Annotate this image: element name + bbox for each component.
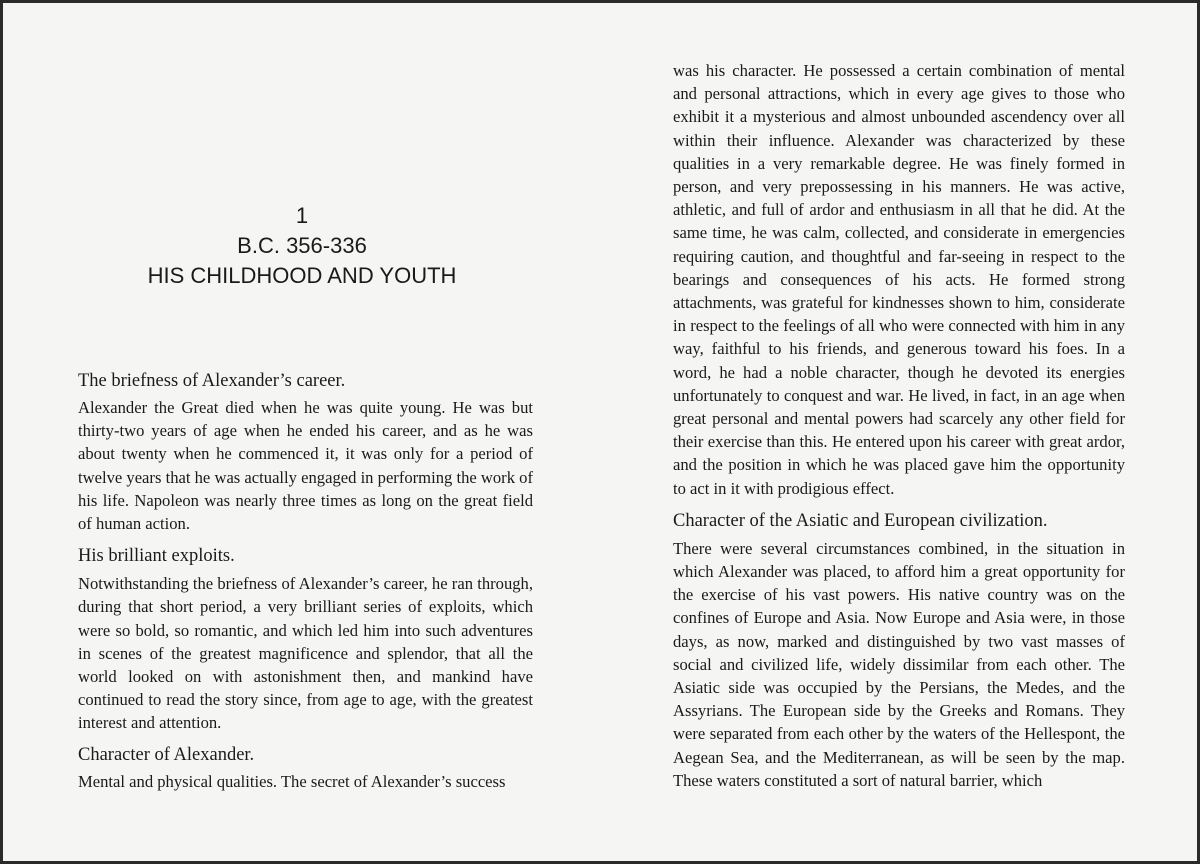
section-paragraph: Notwithstanding the briefness of Alexander’s career, he ran through, during that short period, a very brilliant series of exploits, which were so bold, so romantic, and which led him into such adventures in scenes of the greatest magnificence and splendor, that all the world looked on with astonishment then, and mankind have continued to read the story since, from age to age, with the greatest interest and attention. bbox=[78, 574, 533, 733]
chapter-number: 1 bbox=[295, 203, 309, 228]
section-heading: Character of the Asiatic and European civilization. bbox=[673, 510, 1048, 531]
section-paragraph: There were several circumstances combined, in the situation in which Alexander was placed, to afford him a great opportunity for the exercise of his vast powers. His native country was on the confines of Europe and Asia. Now Europe and Asia were, in those days, as now, marked and distinguished by two vast masses of social and civilized life, widely dissimilar from each other. The Asiatic side was occupied by the Persians, the Medes, and the Assyrians. The European side by the Greeks and Romans. They were separated from each other by the waters of the Hellespont, the Aegean Sea, and the Mediterranean, as will be seen by the map. These waters constituted a sort of natural barrier, which bbox=[673, 538, 1125, 790]
section-heading: His brilliant exploits. bbox=[78, 546, 235, 567]
book-spread bbox=[3, 3, 1197, 861]
left-text-column bbox=[78, 369, 533, 793]
chapter-dates: B.C. 356-336 bbox=[237, 233, 367, 258]
section-paragraph: Mental and physical qualities. The secret of Alexander’s success bbox=[78, 771, 506, 791]
chapter-heading bbox=[3, 201, 601, 291]
right-page bbox=[601, 3, 1197, 861]
left-page bbox=[3, 3, 601, 861]
section-heading: Character of Alexander. bbox=[78, 744, 255, 765]
chapter-title: HIS CHILDHOOD AND YOUTH bbox=[147, 263, 457, 288]
section-heading: The briefness of Alexander’s career. bbox=[78, 371, 346, 391]
section-paragraph: Alexander the Great died when he was quite young. He was but thirty-two years of age when he ended his career, and as he was about twenty when he commenced it, it was only for a period of twelve years that he was actually engaged in performing the work of his life. Napoleon was nearly three times as long on the great field of human action. bbox=[78, 398, 533, 534]
right-text-column bbox=[673, 59, 1125, 792]
continued-paragraph: was his character. He possessed a certain combination of mental and personal attractions, which in every age gives to those who exhibit it a mysterious and almost unbounded ascendency over all within their influence. Alexander was characterized by these qualities in a very remarkable degree. He was finely formed in person, and very prepossessing in his manners. He was active, athletic, and full of ardor and enthusiasm in all that he did. At the same time, he was calm, collected, and considerate in emergencies requiring caution, and thoughtful and far-seeing in respect to the bearings and consequences of his acts. He formed strong attachments, was grateful for kindnesses shown to him, considerate in respect to the feelings of all who were connected with him in any way, faithful to his friends, and generous toward his foes. In a word, he had a noble character, though he devoted its energies unfortunately to conquest and war. He lived, in fact, in an age when great personal and mental powers had scarcely any other field for their exercise than this. He entered upon his career with great ardor, and the position in which he was placed gave him the opportunity to act in it with prodigious effect. bbox=[673, 61, 1125, 498]
